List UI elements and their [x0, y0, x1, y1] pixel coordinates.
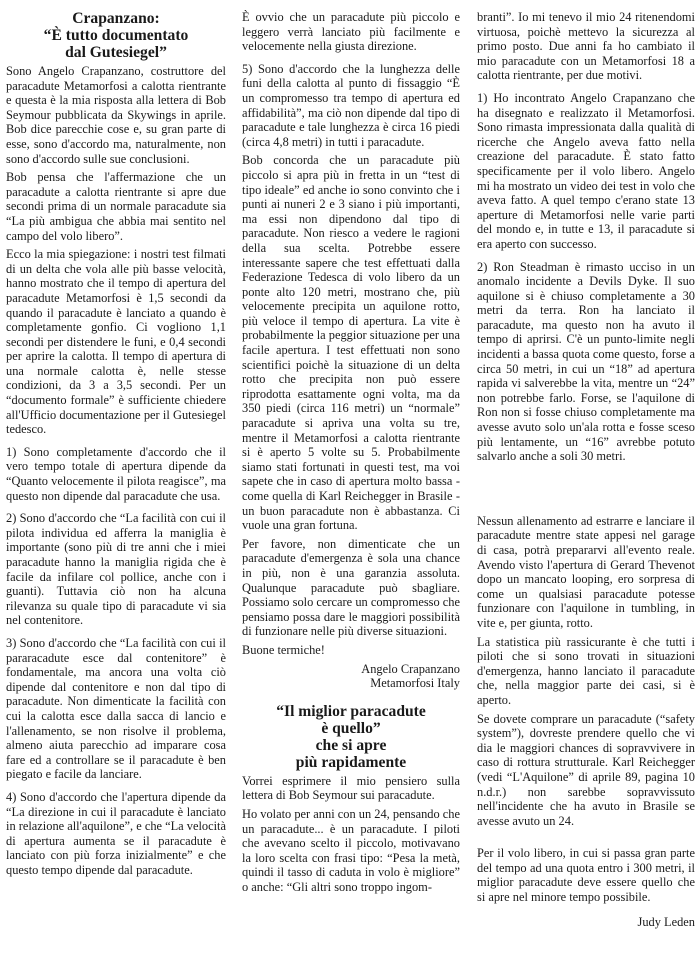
article2-paragraph: Se dovete comprare un paracadute (“safety system”), dovreste prendere quello che vi dia le maggiori chances di sopravvivere in caso di rottura strutturale. Karl Reichegger (vedi “L'Aquilone” di aprile 89, pagina 10 n.d.r.) non sarebbe sopravvissuto nell'incidente che ha avuto in Brasile se avesse avuto un 24.	[477, 711, 695, 828]
article2-paragraph: La statistica più rassicurante è che tutti i piloti che si sono trovati in situazioni d'emergenza, hanno lanciato il paracadute che, nella maggior parte dei casi, si è aperto.	[477, 634, 695, 707]
headline-line: dal Gutesiegel”	[65, 44, 167, 61]
column-3	[477, 10, 695, 929]
article2-paragraph: branti”. Io mi tenevo il mio 24 ritenendomi virtuosa, poichè mettevo la sicurezza al primo posto. Due anni fa ho cambiato il mio paracadute con un Metamorfosi 18 a calotta rientrante, per due motivi.	[477, 10, 695, 83]
article1-paragraph: Ecco la mia spiegazione: i nostri test filmati di un delta che vola alle più basse velocità, hanno mostrato che il tempo di apertura del paracadute Metamorfosi è 1,5 secondi da quando il paracadute è lanciato a quando è completamente gonfio. Ci vogliono 1,1 secondi per distendere le funi, e 0,4 secondi per aprire la calotta. Il tempo di apertura di una normale calotta è, nelle stesse condizioni, da 3 a 3,5 secondi. Per un “documento formale” è sufficiente chiedere all'Ufficio documentazione per il Gutesiegel tedesco.	[6, 247, 226, 437]
article1-paragraph: È ovvio che un paracadute più piccolo e leggero verrà lanciato più facilmente e velocemente nella giusta direzione.	[242, 10, 460, 54]
article1-point: 5) Sono d'accordo che la lunghezza delle funi della calotta al punto di fissaggio “È un compromesso tra tempo di apertura ed affidabilità”, ma ciò non dipende dal tipo di paracadute e tale lunghezza è circa 16 piedi (circa 4,8 metri) in tutti i paracadute.	[242, 61, 460, 149]
article1-point: 4) Sono d'accordo che l'apertura dipende da “La direzione in cui il paracadute è lanciato in relazione all'aquilone”, e che “La velocità di apertura aumenta se il paracadute è lanciato con più forza inizialmente” e che questo tempo dipende dal paracadute.	[6, 789, 226, 877]
article2-signature: Judy Leden	[637, 914, 695, 929]
article2-point: 1) Ho incontrato Angelo Crapanzano che ha disegnato e realizzato il Metamorfosi. Sono rimasta impressionata dalla qualità di ricerche che Angelo aveva fatto nella creazione del paracadute. È stato fatto specificamente per il volo libero. Angelo mi ha mostrato un video dei test in volo che aveva fatto. A quel tempo c'erano state 13 aperture di Metamorfosi nelle varie parti del mondo e, in tutte e 13, il paracadute si era aperto con successo.	[477, 90, 695, 251]
article1-paragraph: Bob concorda che un paracadute più piccolo si apra più in fretta in un “test di tipo ideale” ed anche io sono convinto che i punti ai nuneri 2 e 3 siano i più importanti, ma essi non dipendono dal tipo di paracadute. Non riesco a vedere le ragioni della sua scelta. Potrebbe essere interessante sapere che test effettuati dalla Federazione Tedesca di volo libero da un ponte alto 120 metri, mostrano che, più velocemente precipita un aquilone rotto, più veloce il tempo di apertura. La vite è probabilmente la peggior situazione per una facile apertura. I test effettuati non sono scientifici poichè la situazione di un delta rotto che precipita non può essere riprodotta esattamente ogni volta, ma da 350 piedi (circa 116 metri) un “normale” paracadute si apriva una volta su tre, mentre il Metamorfosi a calotta rientrante si è aperto 5 volte su 5. Probabilmente siamo stati fortunati in questi test, ma voi sapete che in caso di apertura molto bassa - come quella di Karl Reichegger in Brasile - un buon paracadute non è abbastanza. Ci vuole una gran fortuna.	[242, 153, 460, 533]
headline-line: che si apre	[315, 736, 387, 754]
article1-headline	[6, 10, 226, 61]
headline-line: “È tutto documentato	[43, 27, 189, 44]
signature-company: Metamorfosi Italy	[370, 676, 460, 691]
article1-paragraph: Sono Angelo Crapanzano, costruttore del paracadute Metamorfosi a calotta rientrante e questa è la mia risposta alla lettera di Bob Seymour pubblicata da Skywings in aprile. Bob dice parecchie cose e, su gran parte di esse, sono d'accordo ma, naturalmente, non sono d'accordo sulle sue conclusioni.	[6, 64, 226, 166]
column-2	[242, 10, 460, 898]
article1-paragraph: Bob pensa che l'affermazione che un paracadute a calotta rientrante si apre due secondi prima di un normale paracadute sia “La più ambigua che abbia mai sentito nel campo del volo libero”.	[6, 170, 226, 243]
headline-line: “Il miglior paracadute	[276, 702, 426, 720]
article2-paragraph: Per il volo libero, in cui si passa gran parte del tempo ad una quota entro i 300 metri, il miglior paracadute deve essere quello che si apre nel minore tempo possibile.	[477, 846, 695, 905]
article1-point: 1) Sono completamente d'accordo che il vero tempo totale di apertura dipende da “Quanto velocemente il pilota reagisce”, ma questo non dipende dal paracadute che usa.	[6, 444, 226, 503]
article1-closing: Buone termiche!	[242, 642, 325, 657]
article2-paragraph: Ho volato per anni con un 24, pensando che un paracadute... è un paracadute. I piloti che avevano scelto il piccolo, motivavano la loro scelta con frasi tipo: “Pesa la metà, quindi il tasso di caduta in volo è migliore” o anche: “Gli altri sono troppo ingom-	[242, 806, 460, 894]
article2-headline	[242, 703, 460, 771]
headline-line: è quello”	[321, 719, 381, 737]
article1-point: 2) Sono d'accordo che “La facilità con cui il pilota individua ed afferra la maniglia è importante (sono più di tre anni che i miei paracadute hanno la maniglia rigida che è facile da infilare col pollice, anche con i guanti). Tuttavia ciò non ha alcuna rilevanza su quale tipo di paracadute vi sia nel contenitore.	[6, 511, 226, 628]
article2-paragraph: Nessun allenamento ad estrarre e lanciare il paracadute mentre state appesi nel garage di casa, potrà prepararvi all'evento reale. Avendo visto l'apertura di Gerard Thevenot dopo un mancato looping, ero sorpresa di come un qualsiasi paracadute potesse funzionare con l'aquilone in tumbling, in vite e, per giunta, rotto.	[477, 513, 695, 630]
article1-point: 3) Sono d'accordo che “La facilità con cui il pararacadute esce dal contenitore” è fondamentale, ma ancora una volta ciò dipende dal contenitore e non dal tipo di paracadute. Non dimenticate la facilità con cui la calotta esce dalla sacca di lancio e l'allenamento, se non risolve il problema, almeno aiuta parecchio ad imparare cosa fare ed a controllare se il paracadute è ben piegato e facile da lanciare.	[6, 635, 226, 782]
article2-point: 2) Ron Steadman è rimasto ucciso in un anomalo incidente a Devils Dyke. Il suo aquilone si è chiuso completamente a 30 metri da terra. Ron ha lanciato il paracadute, ma questo non ha avuto il tempo di aprirsi. C'è un punto-limite negli incidenti a bassa quota come questo, forse a circa 50 metri, in cui un “18” ad apertura rapida vi salverebbe la vita, mentre un “24” non potrebbe farlo. Forse, se l'aquilone di Ron non si fosse chiuso completamente ma avesse avuto solo un'ala rotta e fosse sceso più lentamente, un “16” avrebbe potuto salvarlo anche a soli 30 metri.	[477, 259, 695, 464]
article2-paragraph: Vorrei esprimere il mio pensiero sulla lettera di Bob Seymour sui paracadute.	[242, 773, 460, 803]
column-1	[6, 10, 226, 881]
headline-line: Crapanzano:	[72, 10, 160, 27]
article1-paragraph: Per favore, non dimenticate che un paracadute d'emergenza è sola una chance in più, non è una garanzia assoluta. Qualunque paracadute può sbagliare. Possiamo solo cercare un compromesso che pensiamo possa dare le maggiori possibilità di funzionare nelle più diverse situazioni.	[242, 536, 460, 639]
article1-signature	[242, 662, 460, 691]
signature-name: Angelo Crapanzano	[361, 661, 460, 676]
headline-line: più rapidamente	[295, 753, 407, 771]
